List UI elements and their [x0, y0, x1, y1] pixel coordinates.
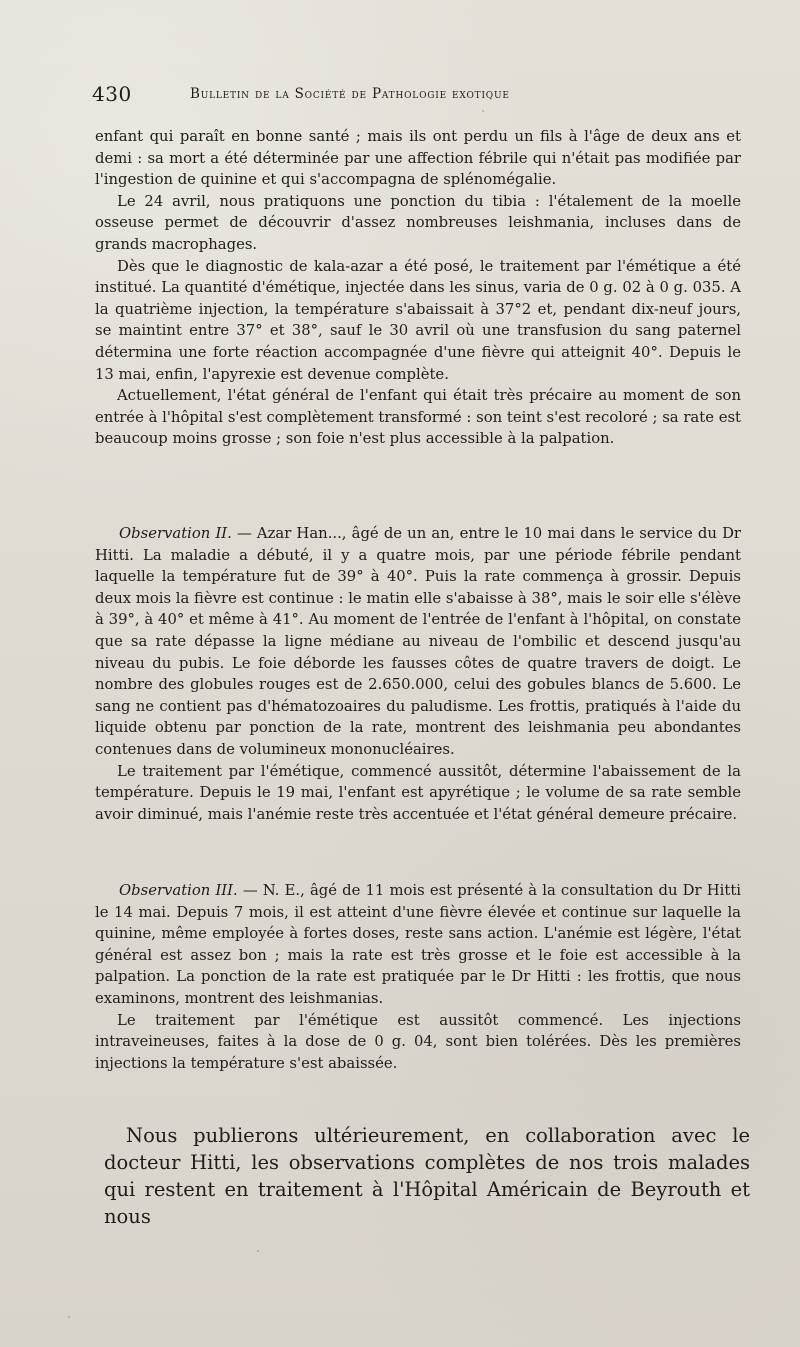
paragraph-treatment: Dès que le diagnostic de kala-azar a été posé, le traitement par l'émétique a été institué. La quantité d'émétique, injectée dans les sinus, varia de 0 g. 02 à 0 g. 035. A la quatrième injection, la température s'abaissait à 37°2 et, pendant dix-neuf jours, se maintint entre 37° et 38°, sauf le 30 avril où une transfusion du sang paternel détermina une forte réaction accompagnée d'une fièvre qui atteignit 40°. Depuis le 13 mai, enfin, l'apyrexie est devenue complète. [95, 257, 741, 383]
page-header [92, 78, 662, 108]
running-title: Bulletin de la Société de Pathologie exotique [190, 86, 510, 102]
paragraph-continuation: enfant qui paraît en bonne santé ; mais ils ont perdu un fils à l'âge de deux ans et demi : sa mort a été déterminée par une affection fébrile qui n'était pas modifiée par l'ingestion de quinine et qui s'accompagna de splénomégalie. [95, 128, 741, 189]
observation-three-paragraph [95, 880, 741, 1010]
observation-two-block [95, 523, 741, 825]
observation-two-title: Observation II. [119, 525, 232, 542]
paragraph-current-state: Actuellement, l'état général de l'enfant qui était très précaire au moment de son entrée à l'hôpital s'est complètement transformé : son teint s'est recoloré ; sa rate est beaucoup moins grosse ; son foie n'est plus accessible à la palpation. [95, 387, 741, 448]
paper-speck [598, 1198, 600, 1200]
observation-three-block [95, 880, 741, 1074]
observation-two-paragraph [95, 523, 741, 761]
observation-two-treatment: Le traitement par l'émétique, commencé aussitôt, détermine l'abaissement de la température. Depuis le 19 mai, l'enfant est apyrétique ; le volume de sa rate semble avoir diminué, mais l'anémie reste très accentuée et l'état général demeure précaire. [95, 762, 741, 823]
page-number: 430 [92, 82, 132, 106]
observation-three-title: Observation III. [119, 882, 238, 899]
observation-three-text: — N. E., âgé de 11 mois est présenté à la consultation du Dr Hitti le 14 mai. Depuis 7 mois, il est atteint d'une fièvre élevée et continue sur laquelle la quinine, même employée à fortes doses, reste sans action. L'anémie est légère, l'état général est assez bon ; mais la rate est très grosse et le foie est accessible à la palpation. La ponction de la rate est pratiquée par le Dr Hitti : les frottis, que nous examinons, montrent des leishmanias. [95, 882, 741, 1007]
observation-three-treatment: Le traitement par l'émétique est aussitôt commencé. Les injections intraveineuses, faites à la dose de 0 g. 04, sont bien tolérées. Dès les premières injections la température s'est abaissée. [95, 1011, 741, 1072]
observation-two-text: — Azar Han..., âgé de un an, entre le 10 mai dans le service du Dr Hitti. La maladie a débuté, il y a quatre mois, par une période fébrile pendant laquelle la température fut de 39° à 40°. Puis la rate commença à grossir. Depuis deux mois la fièvre est continue : le matin elle s'abaisse à 38°, mais le soir elle s'élève à 39°, à 40° et même à 41°. Au moment de l'entrée de l'enfant à l'hôpital, on constate que sa rate dépasse la ligne médiane au niveau de l'ombilic et descend jusqu'au niveau du pubis. Le foie déborde les fausses côtes de quatre travers de doigt. Le nombre des globules rouges est de 2.650.000, celui des gobules blancs de 5.600. Le sang ne contient pas d'hématozoaires du paludisme. Les frottis, pratiqués à l'aide du liquide obtenu par ponction de la rate, montrent des leishmania peu abondantes contenues dans de volumineux mononucléaires. [95, 525, 742, 758]
paragraph-block-1 [95, 126, 741, 450]
paper-speck [257, 1250, 259, 1252]
paper-speck [68, 1316, 70, 1318]
closing-paragraph: Nous publierons ultérieurement, en collaboration avec le docteur Hitti, les observations complètes de nos trois malades qui restent en traitement à l'Hôpital Américain de Beyrouth et nous [104, 1124, 750, 1228]
paper-speck [482, 110, 484, 112]
paragraph-tibia: Le 24 avril, nous pratiquons une ponction du tibia : l'étalement de la moelle osseuse permet de découvrir d'assez nombreuses leishmania, incluses dans de grands macrophages. [95, 192, 741, 253]
closing-block [104, 1122, 750, 1230]
